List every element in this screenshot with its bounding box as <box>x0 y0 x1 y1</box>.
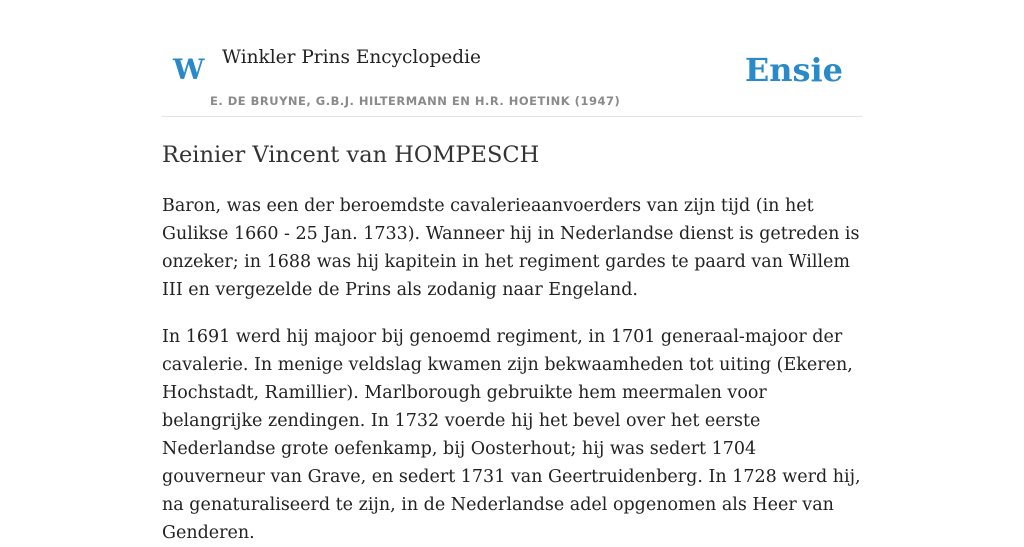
article-title: Reinier Vincent van HOMPESCH <box>162 142 540 168</box>
article-paragraph: Baron, was een der beroemdste cavalerieaanvoerders van zijn tijd (in het Gulikse 1660 - 25 Jan. 1733). Wanneer hij in Nederlandse dienst is getreden is onzeker; in 1688 was hij kapitein in het regiment gardes te paard van Willem III en vergezelde de Prins als zodanig naar Engeland. <box>162 196 860 300</box>
article <box>162 138 862 547</box>
site-header <box>162 0 862 117</box>
publication-authors: E. DE BRUYNE, G.B.J. HILTERMANN EN H.R. HOETINK (1947) <box>210 94 621 108</box>
article-paragraph: In 1691 werd hij majoor bij genoemd regiment, in 1701 generaal-majoor der cavalerie. In menige veldslag kwamen zijn bekwaamheden tot uiting (Ekeren, Hochstadt, Ramillier). Marlborough gebruikte hem meermalen voor belangrijke zendingen. In 1732 voerde hij het bevel over het eerste Nederlandse grote oefenkamp, bij Oosterhout; hij was sedert 1704 gouverneur van Grave, en sedert 1731 van Geertruidenberg. In 1728 werd hij, na genaturaliseerd te zijn, in de Nederlandse adel opgenomen als Heer van Genderen. <box>162 327 861 543</box>
publication-logo-icon: W <box>173 53 205 86</box>
ensie-logo-link[interactable]: Ensie <box>744 51 843 89</box>
publication-title-link[interactable]: Winkler Prins Encyclopedie <box>222 47 481 68</box>
